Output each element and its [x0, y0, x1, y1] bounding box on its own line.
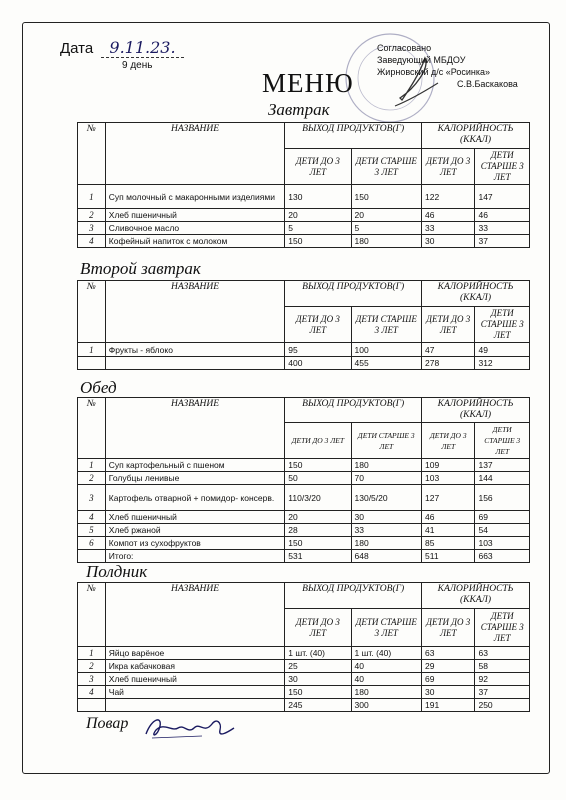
handwritten-note: яблоко: [145, 344, 173, 355]
value-c2: 37: [475, 235, 530, 248]
header-row: [78, 398, 530, 423]
col-yield-header: ВЫХОД ПРОДУКТОВ(Г): [285, 398, 422, 423]
total-y2: 648: [351, 550, 422, 563]
value-c1: 47: [422, 343, 475, 357]
value-c2: 147: [475, 185, 530, 209]
col-name-header: НАЗВАНИЕ: [105, 123, 285, 185]
table-row: [78, 511, 530, 524]
value-y2: 180: [351, 537, 422, 550]
total-c1: 278: [422, 357, 475, 370]
value-c1: 41: [422, 524, 475, 537]
value-c1: 33: [422, 222, 475, 235]
value-c1: 69: [422, 673, 475, 686]
snack-title: Полдник: [86, 562, 148, 581]
value-y1: 25: [285, 660, 351, 673]
col-num-header: №: [78, 123, 106, 185]
yield-over3-header: ДЕТИ СТАРШЕ 3 ЛЕТ: [351, 307, 422, 343]
value-y1: 30: [285, 673, 351, 686]
lunch-table: [77, 397, 530, 563]
value-y2: 5: [351, 222, 422, 235]
day-label: 9 день: [122, 60, 153, 71]
value-c1: 29: [422, 660, 475, 673]
dish-name: [105, 235, 285, 248]
total-num-cell: [78, 550, 106, 563]
total-c2: 250: [475, 699, 530, 712]
yield-over3-header: ДЕТИ СТАРШЕ 3 ЛЕТ: [351, 423, 422, 459]
value-c1: 122: [422, 185, 475, 209]
dish-name: [105, 222, 285, 235]
value-y2: 33: [351, 524, 422, 537]
total-label: [105, 699, 285, 712]
row-number: 1: [78, 459, 106, 472]
value-c1: 127: [422, 485, 475, 511]
value-y1: 1 шт. (40): [285, 647, 351, 660]
table-row: [78, 235, 530, 248]
value-y1: 110/3/20: [285, 485, 351, 511]
yield-under3-header: ДЕТИ ДО 3 ЛЕТ: [285, 609, 351, 647]
dish-name-text: Кофейный напиток с молоком: [108, 236, 228, 246]
value-y2: 1 шт. (40): [351, 647, 422, 660]
value-c2: 49: [475, 343, 530, 357]
dish-name-text: Чай: [108, 687, 124, 697]
col-yield-header: ВЫХОД ПРОДУКТОВ(Г): [285, 123, 422, 149]
table-row: [78, 673, 530, 686]
value-c1: 30: [422, 235, 475, 248]
col-yield-header: ВЫХОД ПРОДУКТОВ(Г): [285, 583, 422, 609]
yield-over3-header: ДЕТИ СТАРШЕ 3 ЛЕТ: [351, 609, 422, 647]
row-number: 1: [78, 647, 106, 660]
table-row: [78, 660, 530, 673]
cook-label: Повар: [86, 715, 129, 732]
total-y2: 300: [351, 699, 422, 712]
row-number: 1: [78, 343, 106, 357]
calories-under3-header: ДЕТИ ДО 3 ЛЕТ: [422, 149, 475, 185]
dish-name-text: Суп молочный с макаронными изделиями: [108, 191, 275, 202]
dish-name-text: Хлеб пшеничный: [108, 210, 177, 220]
row-number: 2: [78, 472, 106, 485]
col-calories-header: КАЛОРИЙНОСТЬ (ККАЛ): [422, 398, 530, 423]
dish-name: [105, 524, 285, 537]
approval-line: Заведующий МБДОУ: [377, 55, 466, 65]
dish-name-text: Сливочное масло: [108, 223, 180, 233]
dish-name-text: Яйцо варёное: [108, 648, 165, 658]
second-breakfast-title: Второй завтрак: [80, 259, 201, 278]
dish-name: [105, 537, 285, 550]
dish-name-text: Компот из сухофруктов: [108, 538, 201, 548]
value-c1: 30: [422, 686, 475, 699]
col-calories-header: КАЛОРИЙНОСТЬ (ККАЛ): [422, 583, 530, 609]
total-num-cell: [78, 699, 106, 712]
col-name-header: НАЗВАНИЕ: [105, 281, 285, 343]
table-row: [78, 485, 530, 511]
row-number: 6: [78, 537, 106, 550]
total-row: [78, 550, 530, 563]
col-name-header: НАЗВАНИЕ: [105, 398, 285, 459]
table-row: [78, 343, 530, 357]
table-row: [78, 209, 530, 222]
value-c1: 109: [422, 459, 475, 472]
value-c2: 58: [475, 660, 530, 673]
value-c2: 156: [475, 485, 530, 511]
snack-table: [77, 582, 530, 712]
calories-under3-header: ДЕТИ ДО 3 ЛЕТ: [422, 423, 475, 459]
dish-name: [105, 209, 285, 222]
dish-name-text: Картофель отварной + помидор-: [108, 492, 239, 503]
table-row: [78, 686, 530, 699]
total-c2: 312: [475, 357, 530, 370]
row-number: 3: [78, 673, 106, 686]
row-number: 1: [78, 185, 106, 209]
dish-name: [105, 673, 285, 686]
dish-name-text: Хлеб пшеничный: [108, 512, 177, 522]
total-c1: 511: [422, 550, 475, 563]
dish-name-text: Суп картофельный с пшеном: [108, 460, 225, 470]
value-c2: 46: [475, 209, 530, 222]
approval-line: Согласовано: [377, 43, 432, 53]
table-row: [78, 472, 530, 485]
value-y1: 50: [285, 472, 351, 485]
row-number: 5: [78, 524, 106, 537]
col-calories-header: КАЛОРИЙНОСТЬ (ККАЛ): [422, 123, 530, 149]
dish-name: [105, 485, 285, 511]
value-y1: 20: [285, 209, 351, 222]
value-y1: 20: [285, 511, 351, 524]
yield-under3-header: ДЕТИ ДО 3 ЛЕТ: [285, 307, 351, 343]
value-y2: 180: [351, 459, 422, 472]
header-row: [78, 583, 530, 609]
col-calories-header: КАЛОРИЙНОСТЬ (ККАЛ): [422, 281, 530, 307]
table-row: [78, 647, 530, 660]
dish-name: [105, 472, 285, 485]
table-row: [78, 459, 530, 472]
second-breakfast-table: [77, 280, 530, 370]
dish-name: [105, 660, 285, 673]
value-c1: 85: [422, 537, 475, 550]
value-c2: 144: [475, 472, 530, 485]
col-num-header: №: [78, 583, 106, 647]
lunch-title: Обед: [80, 378, 117, 397]
calories-over3-header: ДЕТИ СТАРШЕ 3 ЛЕТ: [475, 609, 530, 647]
total-y1: 245: [285, 699, 351, 712]
dish-name-text: Икра кабачковая: [108, 661, 175, 671]
value-c2: 69: [475, 511, 530, 524]
value-c2: 103: [475, 537, 530, 550]
table-row: [78, 185, 530, 209]
row-number: 3: [78, 222, 106, 235]
value-y1: 150: [285, 235, 351, 248]
value-y2: 40: [351, 673, 422, 686]
handwritten-note: консерв.: [240, 492, 275, 503]
calories-over3-header: ДЕТИ СТАРШЕ 3 ЛЕТ: [475, 307, 530, 343]
value-c2: 137: [475, 459, 530, 472]
value-c1: 63: [422, 647, 475, 660]
dish-name: [105, 511, 285, 524]
yield-under3-header: ДЕТИ ДО 3 ЛЕТ: [285, 149, 351, 185]
value-y2: 30: [351, 511, 422, 524]
value-y2: 70: [351, 472, 422, 485]
header-row: [78, 281, 530, 307]
value-c1: 46: [422, 209, 475, 222]
breakfast-title: Завтрак: [268, 100, 330, 119]
date-row: [60, 38, 184, 58]
value-c2: 33: [475, 222, 530, 235]
cook-signature: [142, 712, 237, 742]
breakfast-table: [77, 122, 530, 248]
row-number: 4: [78, 686, 106, 699]
total-y1: 400: [285, 357, 351, 370]
value-y1: 150: [285, 537, 351, 550]
row-number: 2: [78, 660, 106, 673]
value-c2: 92: [475, 673, 530, 686]
col-num-header: №: [78, 281, 106, 343]
total-num-cell: [78, 357, 106, 370]
total-row: [78, 699, 530, 712]
total-row: [78, 357, 530, 370]
calories-over3-header: ДЕТИ СТАРШЕ 3 ЛЕТ: [475, 149, 530, 185]
value-y2: 40: [351, 660, 422, 673]
menu-title: МЕНЮ: [262, 68, 354, 98]
value-y1: 5: [285, 222, 351, 235]
dish-name: [105, 686, 285, 699]
value-c2: 37: [475, 686, 530, 699]
value-y2: 150: [351, 185, 422, 209]
total-y1: 531: [285, 550, 351, 563]
dish-name: [105, 647, 285, 660]
value-y1: 150: [285, 459, 351, 472]
value-y2: 180: [351, 686, 422, 699]
value-c1: 46: [422, 511, 475, 524]
approval-line: Жирновский д/с «Росинка»: [377, 67, 491, 77]
dish-name-text: Фрукты -: [108, 344, 144, 355]
yield-under3-header: ДЕТИ ДО 3 ЛЕТ: [285, 423, 351, 459]
value-c1: 103: [422, 472, 475, 485]
dish-name-text: Голубцы ленивые: [108, 473, 180, 483]
total-c2: 663: [475, 550, 530, 563]
row-number: 3: [78, 485, 106, 511]
header-row: [78, 123, 530, 149]
date-label: Дата: [60, 40, 94, 57]
total-c1: 191: [422, 699, 475, 712]
value-y2: 180: [351, 235, 422, 248]
col-num-header: №: [78, 398, 106, 459]
date-value: 9.11.23.: [101, 38, 183, 58]
dish-name: [105, 459, 285, 472]
approval-line: С.В.Баскакова: [457, 79, 518, 89]
dish-name: [105, 343, 285, 357]
table-row: [78, 524, 530, 537]
dish-name-text: Хлеб пшеничный: [108, 674, 177, 684]
value-y2: 130/5/20: [351, 485, 422, 511]
row-number: 2: [78, 209, 106, 222]
value-y1: 150: [285, 686, 351, 699]
yield-over3-header: ДЕТИ СТАРШЕ 3 ЛЕТ: [351, 149, 422, 185]
total-y2: 455: [351, 357, 422, 370]
table-row: [78, 537, 530, 550]
row-number: 4: [78, 235, 106, 248]
col-yield-header: ВЫХОД ПРОДУКТОВ(Г): [285, 281, 422, 307]
dish-name-text: Хлеб ржаной: [108, 525, 161, 535]
row-number: 4: [78, 511, 106, 524]
value-c2: 54: [475, 524, 530, 537]
value-y2: 20: [351, 209, 422, 222]
calories-under3-header: ДЕТИ ДО 3 ЛЕТ: [422, 307, 475, 343]
total-label: [105, 357, 285, 370]
total-label: Итого:: [105, 550, 285, 563]
approval-block: [377, 42, 518, 90]
calories-under3-header: ДЕТИ ДО 3 ЛЕТ: [422, 609, 475, 647]
table-row: [78, 222, 530, 235]
value-y2: 100: [351, 343, 422, 357]
value-y1: 130: [285, 185, 351, 209]
calories-over3-header: ДЕТИ СТАРШЕ 3 ЛЕТ: [475, 423, 530, 459]
value-c2: 63: [475, 647, 530, 660]
col-name-header: НАЗВАНИЕ: [105, 583, 285, 647]
dish-name: [105, 185, 285, 209]
value-y1: 28: [285, 524, 351, 537]
value-y1: 95: [285, 343, 351, 357]
